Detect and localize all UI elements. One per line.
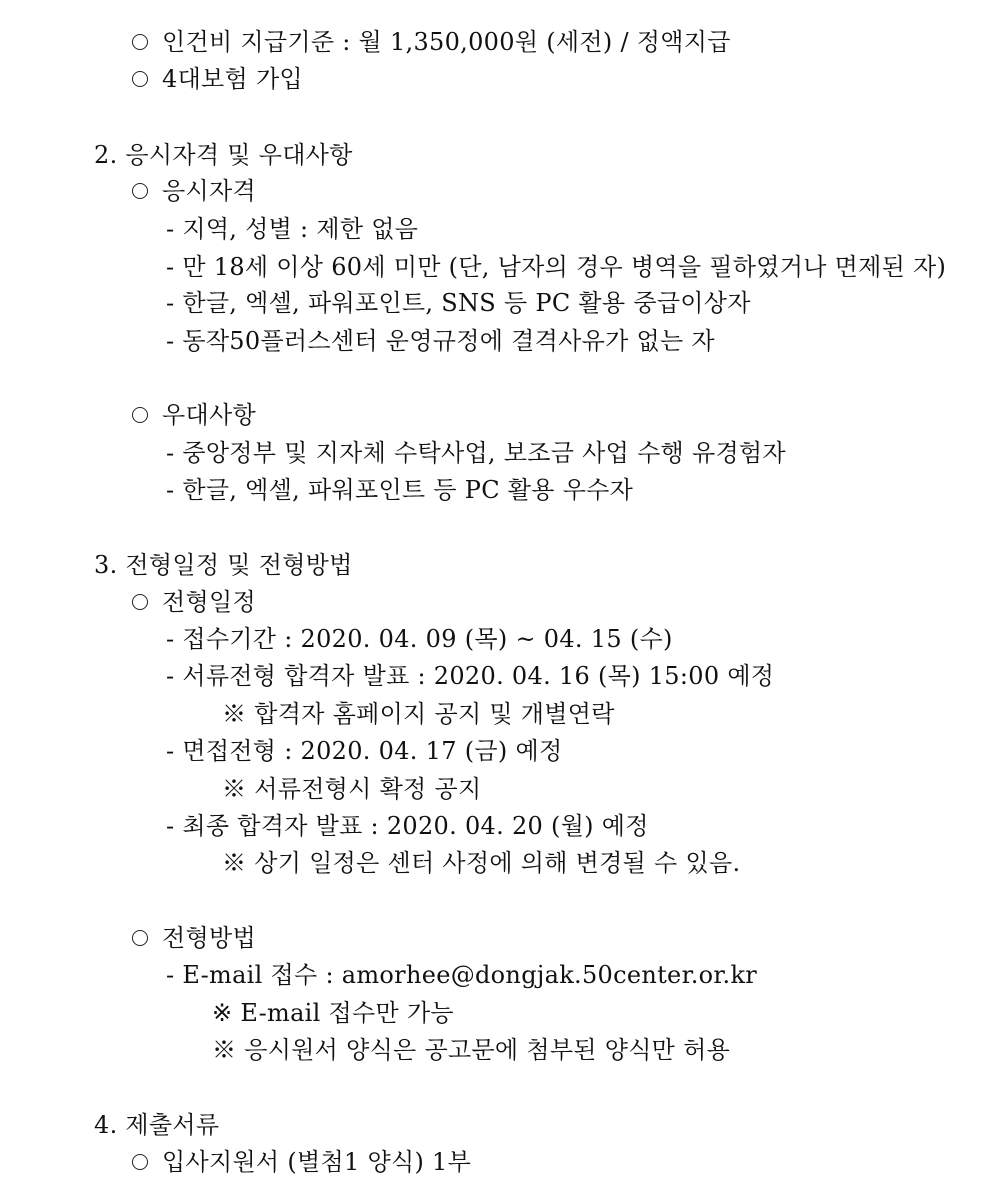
section-3-heading: 3. 전형일정 및 전형방법	[94, 551, 353, 579]
schedule-note: ※ 상기 일정은 센터 사정에 의해 변경될 수 있음.	[222, 849, 741, 877]
qualification-title-text: 응시자격	[162, 177, 256, 205]
circle-bullet-icon	[132, 930, 148, 946]
insurance-text: 4대보험 가입	[162, 65, 303, 93]
document-item-text: 입사지원서 (별첨1 양식) 1부	[162, 1148, 472, 1176]
method-title-text: 전형방법	[162, 924, 256, 952]
schedule-item: - 접수기간 : 2020. 04. 09 (목) ~ 04. 15 (수)	[166, 625, 673, 653]
schedule-note: ※ 서류전형시 확정 공지	[222, 775, 482, 803]
method-item: - E-mail 접수 : amorhee@dongjak.50center.or.kr	[166, 961, 758, 989]
qualification-item: - 한글, 엑셀, 파워포인트, SNS 등 PC 활용 중급이상자	[166, 289, 751, 317]
schedule-note: ※ 합격자 홈페이지 공지 및 개별연락	[222, 700, 615, 728]
qualification-item: - 동작50플러스센터 운영규정에 결격사유가 없는 자	[166, 327, 715, 355]
salary-standard-text: 인건비 지급기준 : 월 1,350,000원 (세전) / 정액지급	[162, 28, 731, 56]
circle-bullet-icon	[132, 594, 148, 610]
salary-standard-item	[132, 27, 731, 57]
preference-title	[132, 400, 256, 430]
qualification-title	[132, 176, 256, 206]
preference-title-text: 우대사항	[162, 401, 256, 429]
schedule-item: - 서류전형 합격자 발표 : 2020. 04. 16 (목) 15:00 예정	[166, 662, 775, 690]
schedule-item: - 면접전형 : 2020. 04. 17 (금) 예정	[166, 737, 563, 765]
method-title	[132, 923, 256, 953]
method-note: ※ 응시원서 양식은 공고문에 첨부된 양식만 허용	[212, 1036, 731, 1064]
document-item	[132, 1147, 471, 1177]
qualification-item: - 지역, 성별 : 제한 없음	[166, 215, 419, 243]
circle-bullet-icon	[132, 407, 148, 423]
insurance-item	[132, 64, 303, 94]
section-4-heading: 4. 제출서류	[94, 1111, 220, 1139]
circle-bullet-icon	[132, 183, 148, 199]
schedule-item: - 최종 합격자 발표 : 2020. 04. 20 (월) 예정	[166, 812, 649, 840]
method-note: ※ E-mail 접수만 가능	[212, 999, 454, 1027]
schedule-title	[132, 587, 256, 617]
circle-bullet-icon	[132, 34, 148, 50]
qualification-item: - 만 18세 이상 60세 미만 (단, 남자의 경우 병역을 필하였거나 면제된 자)	[166, 253, 947, 281]
section-2-heading: 2. 응시자격 및 우대사항	[94, 141, 353, 169]
circle-bullet-icon	[132, 71, 148, 87]
schedule-title-text: 전형일정	[162, 588, 256, 616]
preference-item: - 중앙정부 및 지자체 수탁사업, 보조금 사업 수행 유경험자	[166, 439, 786, 467]
circle-bullet-icon	[132, 1154, 148, 1170]
preference-item: - 한글, 엑셀, 파워포인트 등 PC 활용 우수자	[166, 476, 634, 504]
